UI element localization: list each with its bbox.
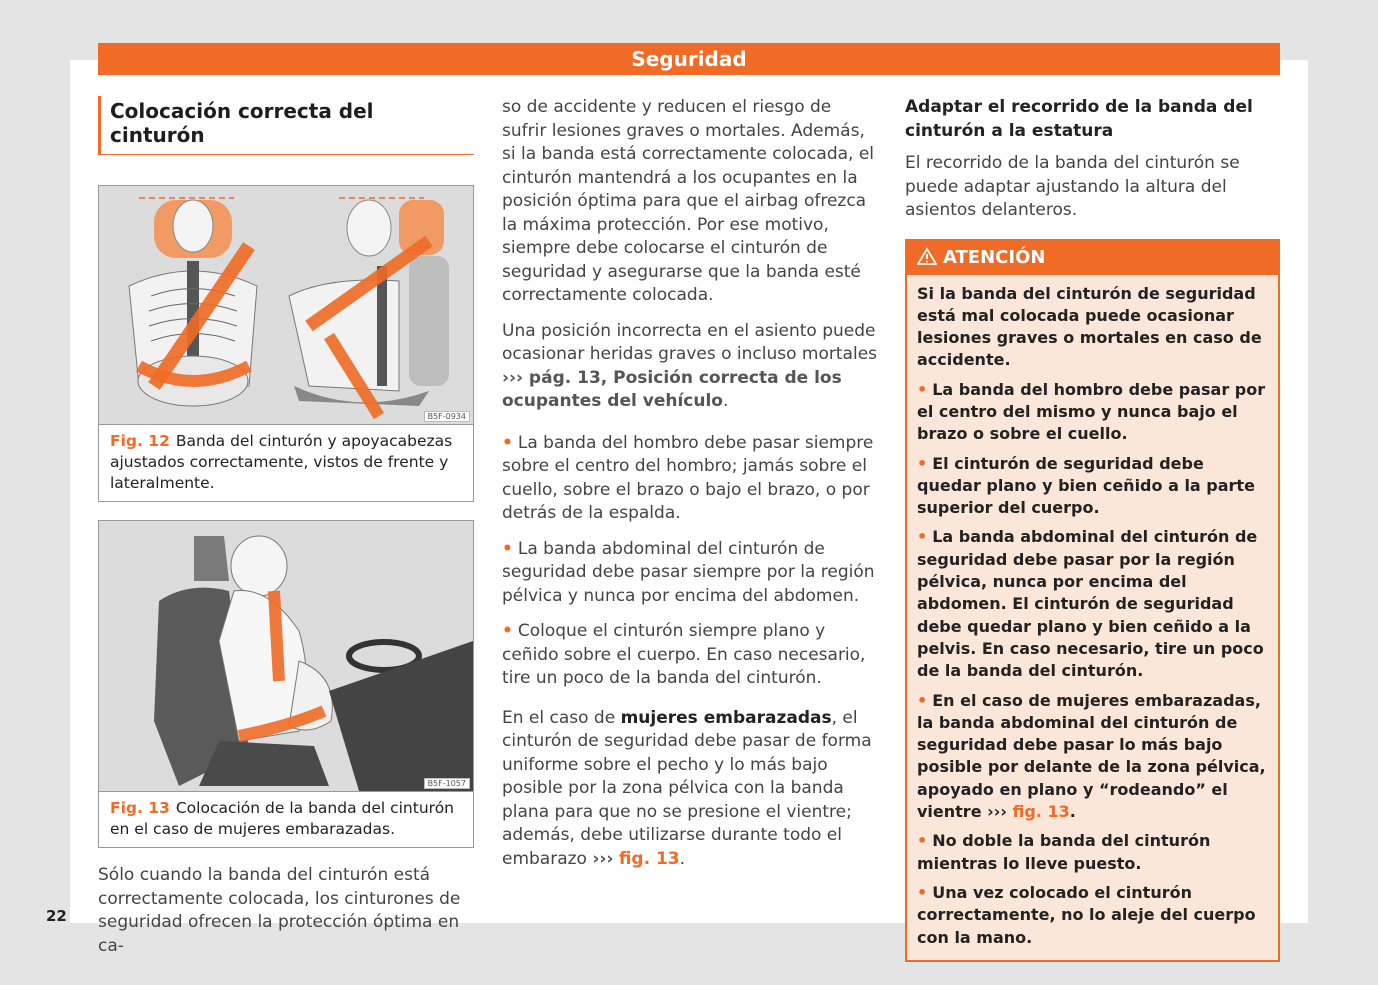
col1-paragraph: Sólo cuando la banda del cinturón está correctamente colocada, los cinturones de seguridad ofrecen la protección óptima en ca-	[98, 865, 461, 956]
bullet-text: La banda abdominal del cinturón de seguridad debe pasar siempre por la región pélvica y nunca por encima del abdomen.	[502, 538, 875, 606]
column-2	[502, 96, 880, 883]
bullet-text: Coloque el cinturón siempre plano y ceñido sobre el cuerpo. En caso necesario, tire un poco de la banda del cinturón.	[502, 621, 866, 688]
bullet-dot-icon: •	[917, 882, 928, 902]
bullet-item	[502, 538, 880, 609]
warning-bullet-text: La banda del hombro debe pasar por el centro del mismo y nunca bajo el brazo o sobre el cuello.	[917, 379, 1266, 444]
warning-bullet-text: En el caso de mujeres embarazadas, la banda abdominal del cinturón de seguridad debe pasar lo más bajo posible por delante de la zona pélvica, apoyado en plano y “rodeando” el vientre	[917, 690, 1266, 822]
warning-bullet	[917, 830, 1268, 875]
figure-13-link[interactable]: fig. 13	[1012, 802, 1070, 822]
page-number: 22	[46, 907, 67, 925]
figure-12-illustration	[99, 186, 473, 425]
figure-label: Fig. 12	[110, 432, 170, 450]
warning-bullet	[917, 690, 1268, 824]
warning-intro: Si la banda del cinturón de seguridad está mal colocada puede ocasionar lesiones graves o mortales en caso de accidente.	[917, 283, 1262, 370]
figure-13	[98, 520, 474, 848]
col3-paragraph: El recorrido de la banda del cinturón se puede adaptar ajustando la altura del asientos delanteros.	[905, 153, 1240, 220]
pregnant-driver-illustration	[99, 521, 473, 791]
para2-text: Una posición incorrecta en el asiento puede ocasionar heridas graves o incluso mortales	[502, 320, 878, 364]
page-reference-link[interactable]: ››› pág. 13, Posición correcta de los ocupantes del vehículo	[502, 367, 842, 411]
para3-rest: , el cinturón de seguridad debe pasar de forma uniforme sobre el pecho y lo más bajo posible por la zona pélvica con la banda plana para que no se presione el vientre; además, debe utilizarse durante todo el embarazo	[502, 707, 872, 869]
figure-12	[98, 185, 474, 502]
figure-label: Fig. 13	[110, 799, 170, 817]
warning-bullet-text: El cinturón de seguridad debe quedar plano y bien ceñido a la parte superior del cuerpo.	[917, 453, 1255, 518]
chapter-header: Seguridad	[98, 43, 1280, 75]
warning-bullet-text: Una vez colocado el cinturón correctamente, no lo aleje del cuerpo con la mano.	[917, 882, 1256, 947]
bullet-item	[502, 620, 880, 691]
caption-text: Colocación de la banda del cinturón en el caso de mujeres embarazadas.	[110, 799, 454, 838]
warning-title: ATENCIÓN	[943, 246, 1046, 268]
subheading: Adaptar el recorrido de la banda del cinturón a la estatura	[905, 97, 1253, 141]
figure-13-link[interactable]: fig. 13	[618, 848, 680, 869]
warning-header	[907, 241, 1278, 275]
caption-text: Banda del cinturón y apoyacabezas ajustados correctamente, vistos de frente y lateralmente.	[110, 432, 453, 492]
bullet-dot-icon: •	[502, 621, 513, 641]
warning-bullet	[917, 882, 1268, 949]
bullet-dot-icon: •	[502, 432, 513, 453]
figure-12-caption	[99, 425, 473, 501]
arrow-marker: ›››	[592, 848, 614, 869]
bullet-dot-icon: •	[917, 831, 928, 851]
figure-code: B5F-0934	[424, 411, 470, 422]
col2-paragraph-1: so de accidente y reducen el riesgo de sufrir lesiones graves o mortales. Además, si la banda está correctamente colocada, el cinturón mantendrá a los ocupantes en la posición óptima para que el airbag ofrezca la máxima protección. Por ese motivo, siempre debe colocarse el cinturón de seguridad y asegurarse que la banda esté correctamente colocada.	[502, 97, 875, 305]
bullet-dot-icon: •	[917, 453, 928, 473]
column-1	[98, 96, 474, 970]
warning-bullet-text: No doble la banda del cinturón mientras lo lleve puesto.	[917, 831, 1211, 873]
figure-13-caption	[99, 792, 473, 847]
warning-bullet-text: La banda abdominal del cinturón de seguridad debe pasar por la región pélvica, nunca por encima del abdomen. El cinturón de seguridad debe quedar plano y bien ceñido a la pelvis. En caso necesario, tire un poco de la banda del cinturón.	[917, 527, 1264, 681]
bullet-item	[502, 432, 880, 526]
warning-bullet	[917, 526, 1268, 682]
figure-13-illustration	[99, 521, 473, 792]
bullet-dot-icon: •	[917, 527, 928, 547]
col2-paragraph-3	[502, 707, 880, 872]
seatbelt-skeleton-illustration	[99, 186, 473, 424]
para3-start: En el caso de	[502, 707, 616, 728]
arrow-marker: ›››	[987, 802, 1007, 822]
warning-triangle-icon	[917, 247, 937, 265]
warning-bullet	[917, 379, 1268, 446]
bullet-dot-icon: •	[917, 379, 928, 399]
bullet-end: .	[1069, 802, 1076, 822]
section-title: Colocación correcta del cinturón	[98, 96, 474, 155]
bullet-dot-icon: •	[917, 690, 928, 710]
bullet-text: La banda del hombro debe pasar siempre sobre el centro del hombro; jamás sobre el cuello, sobre el brazo o bajo el brazo, o por detrás de la espalda.	[502, 432, 874, 523]
para2-end: .	[722, 391, 729, 411]
figure-code: B5F-1057	[424, 778, 470, 789]
column-3	[905, 96, 1280, 962]
warning-bullet	[917, 453, 1268, 520]
col2-paragraph-2	[502, 320, 880, 414]
warning-body	[907, 275, 1278, 960]
para3-end: .	[679, 848, 686, 869]
bullet-dot-icon: •	[502, 538, 513, 559]
para3-bold: mujeres embarazadas	[620, 707, 832, 728]
warning-box	[905, 239, 1280, 962]
